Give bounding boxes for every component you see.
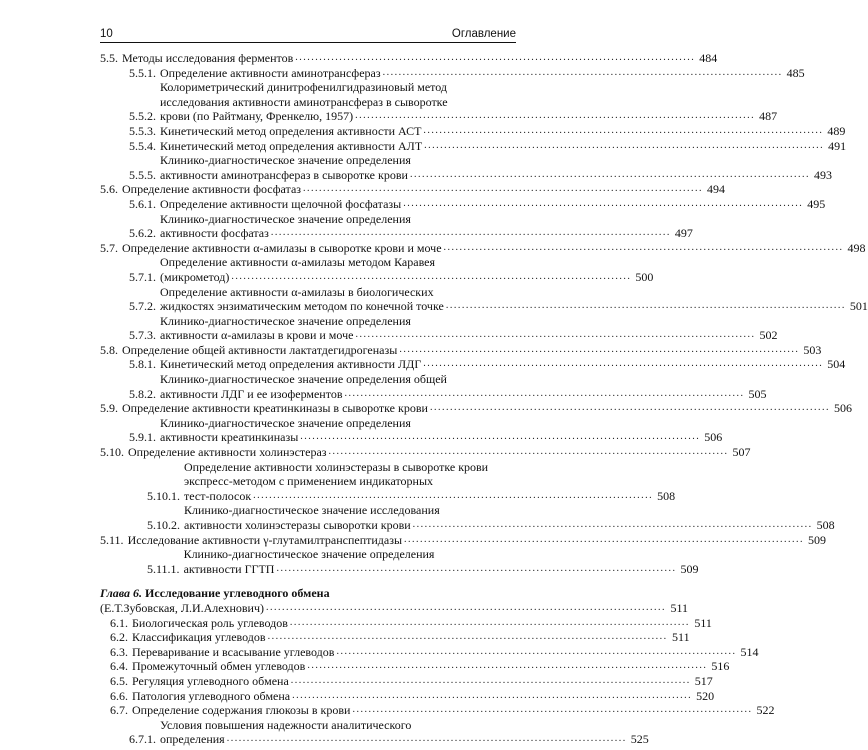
entry-title-line: Определение общей активности лактатдегидрогеназы xyxy=(122,342,398,357)
dot-leader: .................................................................................................... xyxy=(328,446,729,458)
entry-title-line: Кинетический метод определения активности АСТ xyxy=(160,123,422,138)
page-ref: 495 xyxy=(807,196,826,211)
page-ref: 504 xyxy=(827,357,846,372)
toc-entry xyxy=(100,630,690,645)
entry-title-line: Определение активности креатинкиназы в сыворотке крови xyxy=(122,401,428,416)
page-ref: 489 xyxy=(827,123,846,138)
toc-entry xyxy=(100,342,822,358)
page-ref: 509 xyxy=(680,561,699,576)
dot-leader: .................................................................................................... xyxy=(443,241,844,253)
section-number: 5.5.4. xyxy=(129,138,156,153)
dot-leader: .................................................................................................... xyxy=(292,689,693,701)
toc-entry xyxy=(100,659,730,674)
section-number: 5.10.2. xyxy=(147,518,180,532)
section-number: 5.7.3. xyxy=(129,328,156,343)
dot-leader: .................................................................................................... xyxy=(336,645,737,657)
toc-entry xyxy=(100,547,699,576)
page-ref: 485 xyxy=(786,65,805,80)
entry-title-line: исследования активности аминотрансфераз в сыворотке xyxy=(160,94,448,109)
toc-entry xyxy=(100,401,852,416)
entry-title-line: активности креатинкиназы xyxy=(160,430,299,445)
entry-title-line: жидкостях энзиматическим методом по конечной точке xyxy=(160,299,444,314)
entry-title-line: Клинико-диагностическое значение определения xyxy=(160,313,411,328)
toc-entry xyxy=(100,80,778,124)
dot-leader: .................................................................................................... xyxy=(226,733,627,745)
dot-leader: .................................................................................................... xyxy=(404,533,805,545)
page-ref: 493 xyxy=(813,167,832,182)
chapter-title: Исследование углеводного обмена xyxy=(145,586,330,601)
toc-entry xyxy=(100,717,649,747)
toc-entry xyxy=(100,65,805,81)
chapter-authors: (Е.Т.Зубовская, Л.И.Алехнович) xyxy=(100,600,264,615)
entry-title-line: Кинетический метод определения активности АЛТ xyxy=(160,138,423,153)
entry-title-line: Кинетический метод определения активности ЛДГ xyxy=(160,357,422,372)
page-ref: 502 xyxy=(759,328,778,343)
toc-entry xyxy=(100,196,826,212)
dot-leader: .................................................................................................... xyxy=(231,270,632,282)
page-number: 10 xyxy=(100,28,113,40)
entry-title-line: Определение активности фосфатаз xyxy=(122,182,302,197)
dot-leader: .................................................................................................... xyxy=(295,52,696,63)
dot-leader: .................................................................................................... xyxy=(424,139,825,151)
toc-entry xyxy=(100,532,827,548)
page-ref: 503 xyxy=(803,342,822,357)
dot-leader: .................................................................................................... xyxy=(412,519,813,530)
section-number: 5.5.5. xyxy=(129,167,156,182)
section-number: 5.8.2. xyxy=(129,386,156,401)
toc-entry xyxy=(100,153,832,182)
toc-entry xyxy=(100,673,713,689)
page-ref: 484 xyxy=(699,51,718,65)
entry-title-line: Исследование активности γ-глутамилтранспептидазы xyxy=(127,532,403,547)
entry-title-line: Клинико-диагностическое значение определения xyxy=(183,547,435,562)
entry-title-line: Биологическая роль углеводов xyxy=(132,615,288,630)
table-of-contents xyxy=(100,51,868,747)
toc-entry xyxy=(100,211,693,241)
dot-leader: .................................................................................................... xyxy=(344,387,745,399)
dot-leader: .................................................................................................... xyxy=(355,110,756,122)
page-ref: 509 xyxy=(808,532,827,547)
section-number: 5.7. xyxy=(100,240,118,255)
toc-section-6 xyxy=(100,615,775,747)
toc-entry xyxy=(100,123,846,139)
section-number: 5.6.1. xyxy=(129,196,156,211)
section-number: 6.4. xyxy=(110,659,128,674)
page-ref: 505 xyxy=(748,386,767,401)
dot-leader: .................................................................................................... xyxy=(409,168,810,180)
entry-title-line: Определение содержания глюкозы в крови xyxy=(132,703,351,718)
section-number: 6.5. xyxy=(110,673,128,688)
entry-title-line: Клинико-диагностическое значение исследования xyxy=(184,503,440,518)
dot-leader: .................................................................................................... xyxy=(289,616,690,628)
entry-title-line: тест-полосок xyxy=(184,488,252,503)
toc-entry xyxy=(100,255,654,284)
entry-title-line: Определение активности аминотрансфераз xyxy=(160,65,381,80)
page-ref: 498 xyxy=(847,240,866,255)
page-ref: 522 xyxy=(756,703,775,718)
entry-title-line: Переваривание и всасывание углеводов xyxy=(132,644,335,659)
entry-title-line: Методы исследования ферментов xyxy=(122,51,294,65)
entry-title-line: активности ГГТП xyxy=(183,561,275,576)
entry-title-line: крови (по Райтману, Френкелю, 1957) xyxy=(160,109,354,124)
dot-leader: .................................................................................................... xyxy=(403,197,804,209)
page-ref: 511 xyxy=(694,615,712,630)
section-number: 5.5.2. xyxy=(129,109,156,124)
page-ref: 501 xyxy=(849,299,868,314)
page-ref: 491 xyxy=(828,138,847,153)
dot-leader: .................................................................................................... xyxy=(267,631,668,643)
section-number: 6.2. xyxy=(110,630,128,645)
page-ref: 514 xyxy=(740,644,759,659)
dot-leader: .................................................................................................... xyxy=(355,329,756,341)
section-number: 5.7.1. xyxy=(129,269,156,284)
toc-entry xyxy=(100,503,835,532)
section-number: 5.11. xyxy=(100,532,124,547)
entry-title-line: Клинико-диагностическое значение определения xyxy=(160,153,411,168)
dot-leader: .................................................................................................... xyxy=(423,124,824,136)
entry-title-line: Условия повышения надежности аналитического xyxy=(160,717,412,732)
toc-entry xyxy=(100,313,778,343)
dot-leader: .................................................................................................... xyxy=(300,431,701,443)
toc-entry xyxy=(100,357,846,372)
page-header xyxy=(100,22,516,43)
toc-entry xyxy=(100,182,726,197)
section-number: 5.6. xyxy=(100,182,118,197)
toc-section-5 xyxy=(100,51,868,576)
toc-entry xyxy=(100,445,751,460)
toc-entry xyxy=(100,703,775,718)
toc-entry xyxy=(100,240,866,256)
entry-title-line: Определение активности холинэстераз xyxy=(128,445,327,460)
page-ref: 506 xyxy=(704,430,723,445)
page-ref: 500 xyxy=(635,269,654,284)
entry-title-line: Промежуточный обмен углеводов xyxy=(132,659,306,674)
toc-entry xyxy=(100,284,868,314)
toc-entry xyxy=(100,138,847,154)
entry-title-line: Клинико-диагностическое значение определения xyxy=(160,415,411,430)
dot-leader: .................................................................................................... xyxy=(382,66,783,78)
dot-leader: .................................................................................................... xyxy=(276,562,677,574)
section-number: 5.10. xyxy=(100,445,124,460)
dot-leader: .................................................................................................... xyxy=(253,489,654,501)
entry-title-line: Клинико-диагностическое значение определения общей xyxy=(160,372,447,387)
entry-title-line: Патология углеводного обмена xyxy=(132,688,291,703)
page-ref: 511 xyxy=(670,600,688,615)
toc-entry xyxy=(100,372,767,401)
section-number: 5.6.2. xyxy=(129,226,156,241)
entry-title-line: активности холинэстеразы сыворотки крови xyxy=(184,518,411,532)
entry-title-line: Клинико-диагностическое значение определения xyxy=(160,211,411,226)
page-ref: 497 xyxy=(674,226,693,241)
entry-title-line: (микрометод) xyxy=(160,269,230,284)
page-ref: 508 xyxy=(657,488,676,503)
entry-title-line: активности ЛДГ и ее изоферментов xyxy=(160,386,343,401)
section-number: 5.7.2. xyxy=(129,299,156,314)
section-number: 6.6. xyxy=(110,688,128,703)
entry-title-line: экспресс-методом с применением индикаторных xyxy=(184,474,434,489)
page-ref: 520 xyxy=(696,688,715,703)
entry-title-line: Определение активности α-амилазы методом Каравея xyxy=(160,255,436,270)
section-number: 6.7.1. xyxy=(129,732,156,747)
entry-title-line: определения xyxy=(160,732,225,747)
section-number: 5.5.3. xyxy=(129,123,156,138)
dot-leader: .................................................................................................... xyxy=(270,227,671,239)
entry-title-line: Классификация углеводов xyxy=(132,630,266,645)
entry-title-line: активности аминотрансфераз в сыворотке крови xyxy=(160,167,408,182)
page-ref: 525 xyxy=(630,732,649,747)
section-number: 5.9. xyxy=(100,401,118,416)
dot-leader: .................................................................................................... xyxy=(266,601,666,613)
dot-leader: .................................................................................................... xyxy=(445,300,846,312)
section-number: 5.8. xyxy=(100,342,118,357)
dot-leader: .................................................................................................... xyxy=(290,674,691,686)
entry-title-line: Определение активности щелочной фосфатазы xyxy=(160,196,402,211)
toc-entry xyxy=(100,51,718,66)
entry-title-line: активности фосфатаз xyxy=(160,226,269,241)
toc-entry xyxy=(100,415,723,445)
page-ref: 517 xyxy=(694,673,713,688)
toc-entry xyxy=(100,459,676,504)
dot-leader: .................................................................................................... xyxy=(429,402,830,414)
entry-title-line: Определение активности α-амилазы в сыворотке крови и моче xyxy=(122,240,442,255)
toc-entry xyxy=(100,644,759,660)
dot-leader: .................................................................................................... xyxy=(352,704,753,716)
entry-title-line: Определение активности холинэстеразы в сыворотке крови xyxy=(184,459,489,474)
dot-leader: .................................................................................................... xyxy=(303,183,704,195)
entry-title-line: активности α-амилазы в крови и моче xyxy=(160,328,354,343)
section-number: 5.9.1. xyxy=(129,430,156,445)
section-number: 5.5. xyxy=(100,51,118,65)
page-ref: 487 xyxy=(759,109,778,124)
page-ref: 507 xyxy=(732,445,751,460)
dot-leader: .................................................................................................... xyxy=(307,660,708,672)
entry-title-line: Определение активности α-амилазы в биологических xyxy=(160,284,434,299)
entry-title-line: Колориметрический динитрофенилгидразиновый метод xyxy=(160,80,448,95)
toc-entry xyxy=(100,615,712,631)
section-number: 6.7. xyxy=(110,703,128,718)
entry-title-line: Регуляция углеводного обмена xyxy=(132,673,289,688)
chapter-heading xyxy=(100,586,516,601)
page-ref: 511 xyxy=(672,630,690,645)
section-number: 6.1. xyxy=(110,615,128,630)
chapter-authors-entry xyxy=(100,600,688,616)
page-ref: 506 xyxy=(833,401,852,416)
page-ref: 494 xyxy=(707,182,726,197)
section-number: 6.3. xyxy=(110,644,128,659)
section-number: 5.10.1. xyxy=(147,488,180,503)
page-ref: 516 xyxy=(711,659,730,674)
chapter-label: Глава 6. xyxy=(100,586,143,601)
page-ref: 508 xyxy=(816,518,835,532)
toc-entry xyxy=(100,688,715,704)
section-number: 5.8.1. xyxy=(129,357,156,372)
dot-leader: .................................................................................................... xyxy=(399,343,800,355)
dot-leader: .................................................................................................... xyxy=(423,358,824,370)
section-number: 5.5.1. xyxy=(129,65,156,80)
running-title: Оглавление xyxy=(451,28,516,40)
section-number: 5.11.1. xyxy=(147,561,180,576)
